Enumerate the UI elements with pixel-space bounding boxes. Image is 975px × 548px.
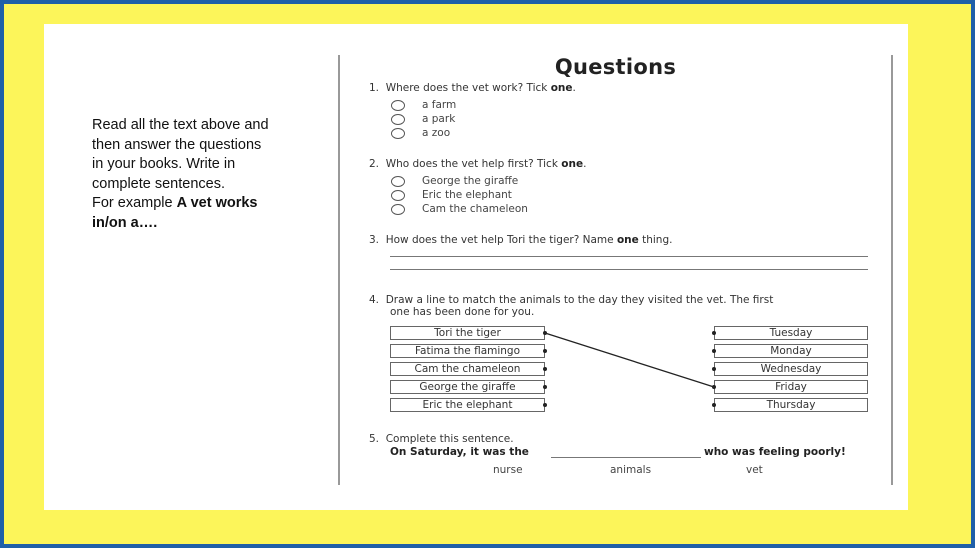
animal-box: Cam the chameleon bbox=[390, 362, 545, 376]
instructions-line bbox=[92, 194, 292, 214]
option-label: George the giraffe bbox=[422, 175, 519, 187]
option-label: a zoo bbox=[422, 127, 451, 139]
option-label: Eric the elephant bbox=[422, 189, 512, 201]
word-option: animals bbox=[610, 464, 652, 476]
worksheet bbox=[338, 55, 893, 485]
example-prefix: For example bbox=[92, 195, 177, 211]
animal-box: George the giraffe bbox=[390, 380, 545, 394]
question-2: 2. Who does the vet help first? Tick one. bbox=[369, 158, 587, 170]
instructions-line: complete sentences. bbox=[92, 175, 225, 192]
sentence-end: who was feeling poorly! bbox=[704, 446, 846, 458]
option-label: Cam the chameleon bbox=[422, 203, 528, 215]
sentence-start: On Saturday, it was the bbox=[390, 446, 529, 458]
animal-box: Fatima the flamingo bbox=[390, 344, 545, 358]
question-3: 3. How does the vet help Tori the tiger? Name one thing. bbox=[369, 234, 673, 246]
option-label: a park bbox=[422, 113, 456, 125]
option-label: a farm bbox=[422, 99, 457, 111]
question-5: 5. Complete this sentence. bbox=[369, 433, 514, 445]
question-4-line2: one has been done for you. bbox=[390, 306, 535, 318]
day-box: Friday bbox=[714, 380, 868, 394]
question-1: 1. Where does the vet work? Tick one. bbox=[369, 82, 576, 94]
example-bold-end: in/on a…. bbox=[92, 214, 158, 231]
example-match-line bbox=[338, 55, 893, 485]
instructions-line: in your books. Write in bbox=[92, 156, 236, 172]
sentence-blank[interactable] bbox=[551, 457, 701, 458]
day-box: Monday bbox=[714, 344, 868, 358]
example-bold: A vet works bbox=[176, 195, 258, 211]
animal-box: Tori the tiger bbox=[390, 326, 545, 340]
instructions-text bbox=[92, 116, 292, 233]
sheet-title: Questions bbox=[554, 55, 677, 79]
word-option: vet bbox=[746, 464, 763, 476]
day-box: Wednesday bbox=[714, 362, 868, 376]
day-box: Tuesday bbox=[714, 326, 868, 340]
question-4: 4. Draw a line to match the animals to the day they visited the vet. The first bbox=[369, 294, 774, 306]
instructions-line: Read all the text above and bbox=[92, 117, 269, 133]
animal-box: Eric the elephant bbox=[390, 398, 545, 412]
day-box: Thursday bbox=[714, 398, 868, 412]
instructions-line: then answer the questions bbox=[92, 136, 262, 153]
word-option: nurse bbox=[493, 464, 523, 476]
